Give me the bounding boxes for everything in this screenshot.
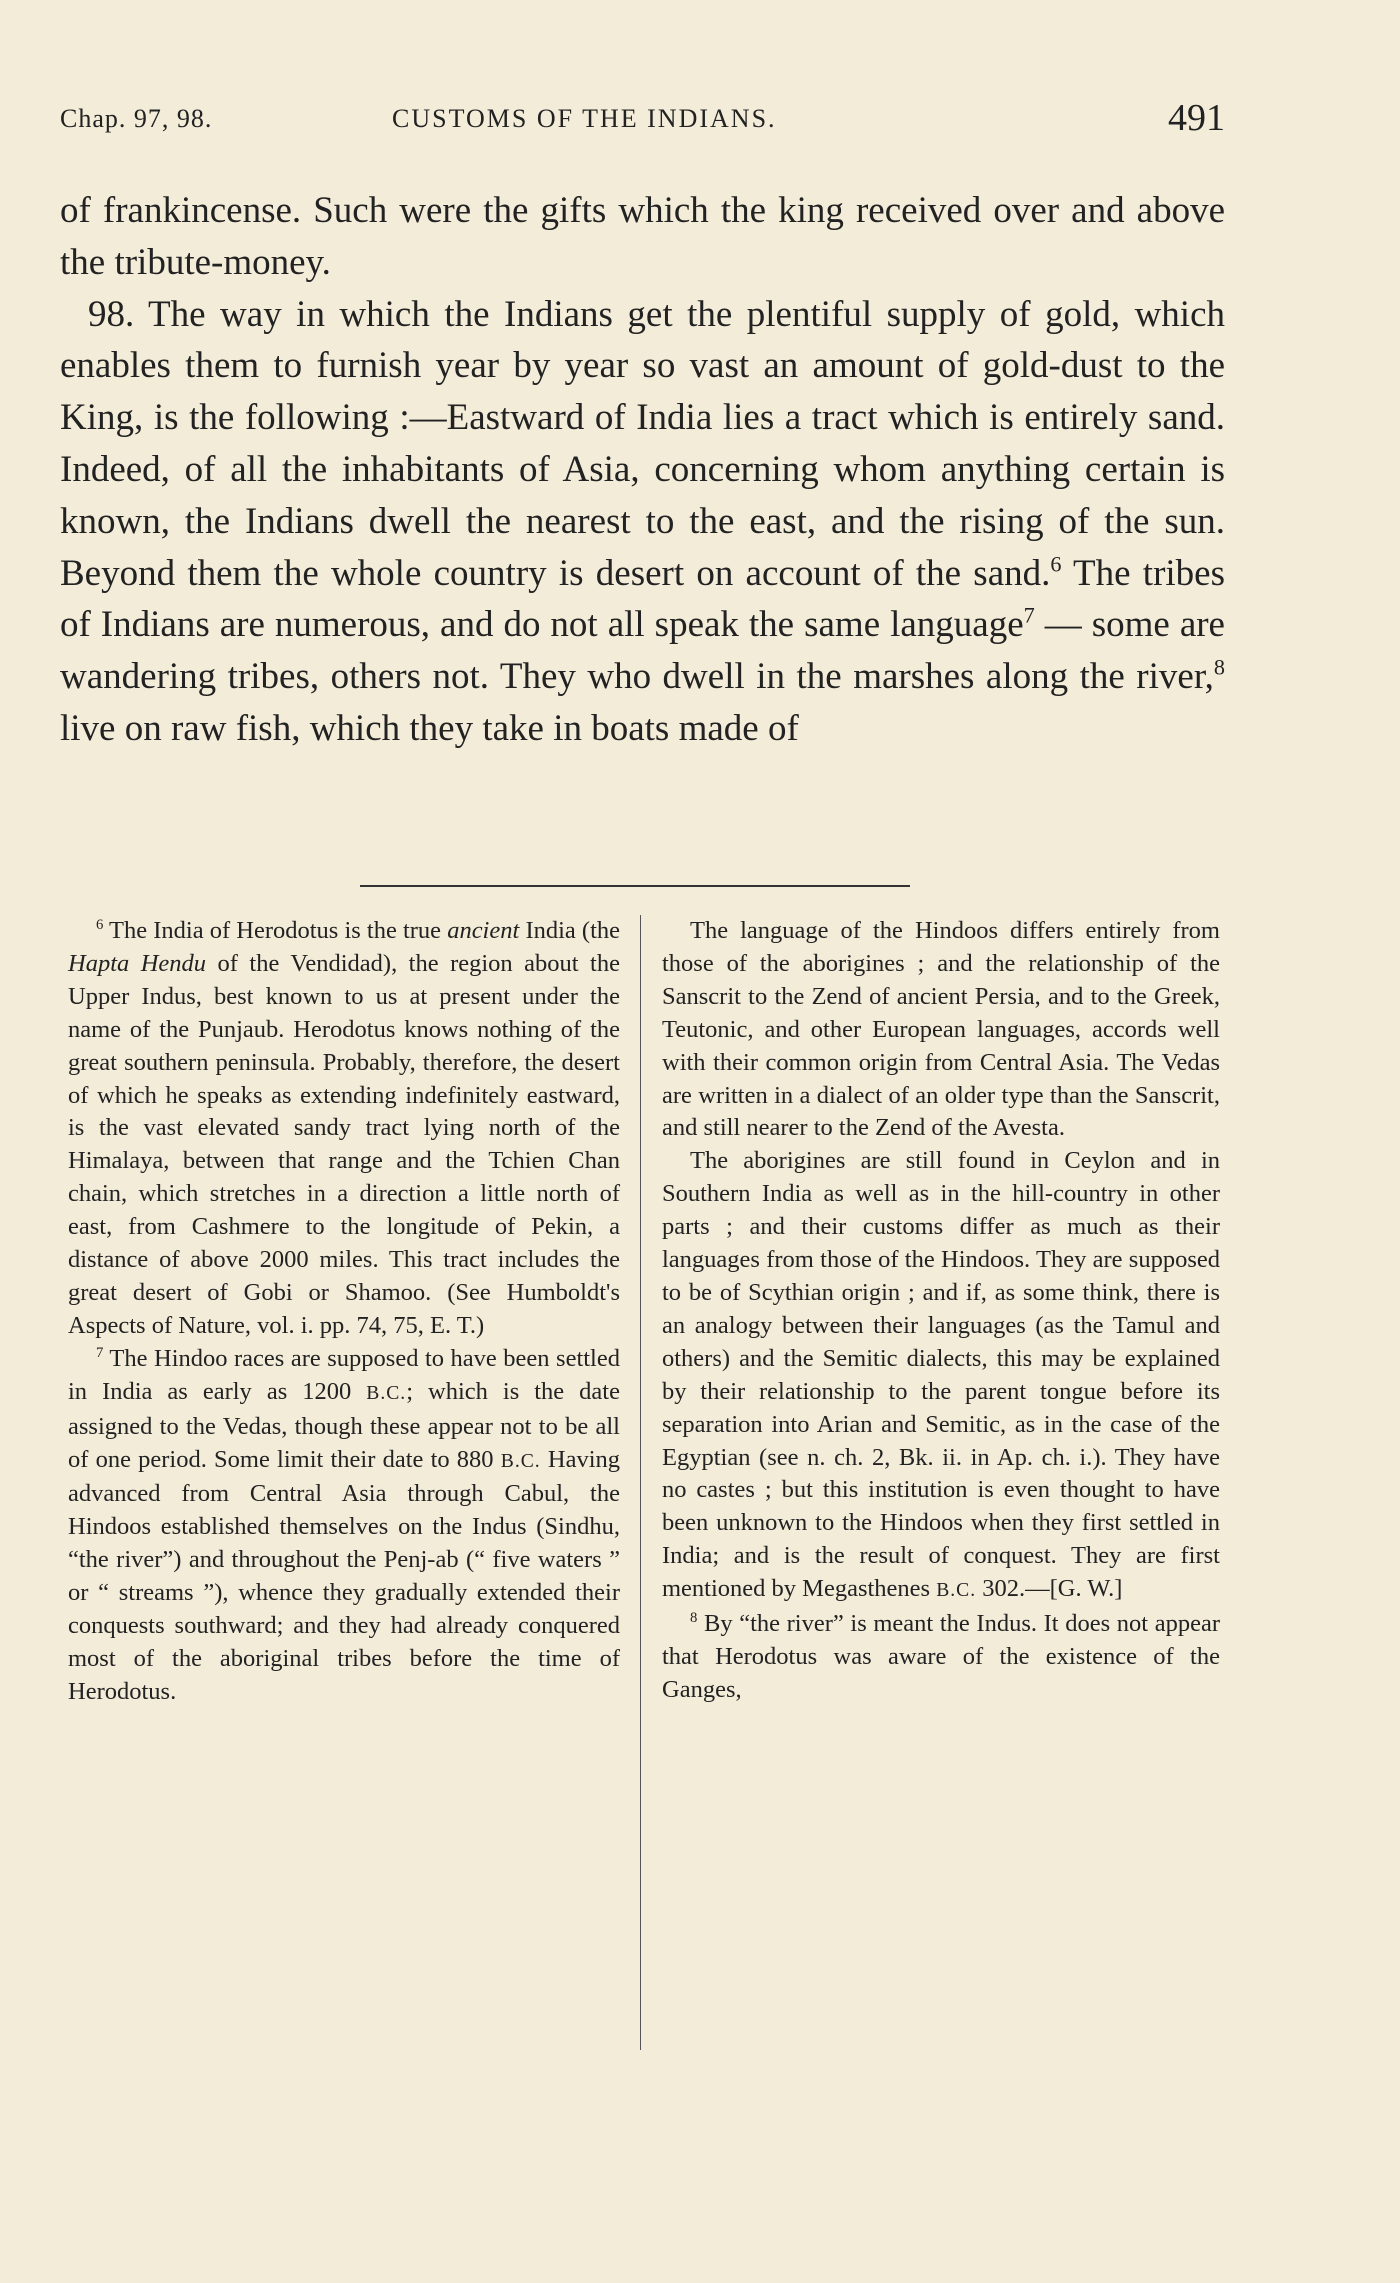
main-text-segment: — some are wandering tribes, others not. They who dwell in the marshes along the river,	[60, 604, 1225, 698]
footnote-emphasis: ancient	[447, 917, 520, 944]
footnote-separator-rule	[360, 885, 910, 887]
column-divider	[640, 915, 641, 2050]
footnote-text: of the Vendidad), the region about the Upper Indus, best known to us at present under the name of the Punjaub. Herodotus knows nothing of the great southern peninsula. Probably, therefore, the desert of which he speaks as extending indefinitely eastward, is the vast elevated sandy tract lying north of the Himalaya, between that range and the Tchien Chan chain, which stretches in a direction a little north of east, from Cashmere to the longitude of Pekin, a distance of above 2000 miles. This tract includes the great desert of Gobi or Shamoo. (See Humboldt's Aspects of Nature, vol. i. pp. 74, 75, E. T.)	[68, 949, 620, 1339]
small-caps-era: B.C.	[366, 1382, 407, 1404]
footnote-7-continued-2	[662, 1145, 1220, 1608]
running-header	[60, 97, 1225, 154]
footnote-number: 7	[96, 1344, 104, 1361]
footnote-number: 6	[96, 916, 104, 933]
footnote-8	[662, 1608, 1220, 1707]
footnote-ref-7: 7	[1023, 603, 1035, 629]
footnote-text: ; which is the date assigned to the Vedas, though these appear not to be all of one period. Some limit their date to 880	[68, 1377, 620, 1473]
main-text-segment: 98. The way in which the Indians get the plentiful supply of gold, which enables them to furnish year by year so vast an amount of gold-dust to the King, is the following :—Eastward of India lies a tract which is entirely sand. Indeed, of all the inhabitants of Asia, concerning whom anything certain is known, the Indians dwell the nearest to the east, and the rising of the sun. Beyond them the whole country is desert on account of the sand.	[60, 293, 1225, 594]
footnote-text: By “the river” is meant the Indus. It does not appear that Herodotus was aware of the existence of the Ganges,	[662, 1610, 1220, 1703]
main-text	[60, 185, 1225, 755]
footnote-text: The Hindoo races are supposed to have been settled in India as early as 1200	[68, 1344, 620, 1405]
footnote-text: Having advanced from Central Asia through Cabul, the Hindoos established themselves on the Indus (Sindhu, “the river”) and throughout the Penj-ab (“ five waters ” or “ streams ”), whence they gradually extended their conquests southward; and they had already conquered most of the aboriginal tribes before the time of Herodotus.	[68, 1445, 620, 1705]
footnote-6	[68, 915, 620, 1343]
main-paragraph-1: of frankincense. Such were the gifts which the king received over and above the tribute-money.	[60, 190, 1225, 283]
footnote-7	[68, 1343, 620, 1709]
footnote-text: The aborigines are still found in Ceylon and in Southern India as well as in the hill-country in other parts ; and their customs differ as much as their languages from those of the Hindoos. They are supposed to be of Scythian origin ; and if, as some think, there is an analogy between their languages (as the Tamul and others) and the Semitic dialects, this may be explained by their relationship to the parent tongue before its separation into Arian and Semitic, as in the case of the Egyptian (see n. ch. 2, Bk. ii. in Ap. ch. i.). They have no castes ; but this institution is even thought to have been unknown to the Hindoos when they first settled in India; and is the result of conquest. They are first mentioned by Megasthenes	[662, 1147, 1220, 1603]
main-paragraph-2	[60, 289, 1225, 755]
footnote-ref-6: 6	[1050, 551, 1062, 577]
footnote-text: India (the	[519, 917, 620, 944]
footnotes-left-column	[68, 915, 620, 1709]
footnote-number: 8	[690, 1609, 698, 1626]
footnotes-right-column	[662, 915, 1220, 1707]
chapter-reference: Chap. 97, 98.	[60, 104, 213, 133]
small-caps-era: B.C.	[500, 1450, 541, 1472]
running-title: CUSTOMS OF THE INDIANS.	[392, 104, 777, 133]
footnote-ref-8: 8	[1213, 654, 1225, 680]
footnote-7-continued-1: The language of the Hindoos differs entirely from those of the aborigines ; and the relationship of the Sanscrit to the Zend of ancient Persia, and to the Greek, Teutonic, and other European languages, accords well with their common origin from Central Asia. The Vedas are written in a dialect of an older type than the Sanscrit, and still nearer to the Zend of the Avesta.	[662, 917, 1220, 1142]
small-caps-era: B.C.	[936, 1580, 977, 1602]
page-number: 491	[1168, 97, 1225, 139]
footnote-emphasis: Hapta Hendu	[68, 949, 207, 977]
footnote-text: 302.—[G. W.]	[976, 1575, 1123, 1603]
main-text-segment: The tribes of Indians are numerous, and do not all speak the same language	[60, 552, 1225, 646]
main-text-segment: live on raw fish, which they take in boats made of	[60, 707, 799, 749]
footnote-text: The India of Herodotus is the true	[103, 917, 448, 944]
